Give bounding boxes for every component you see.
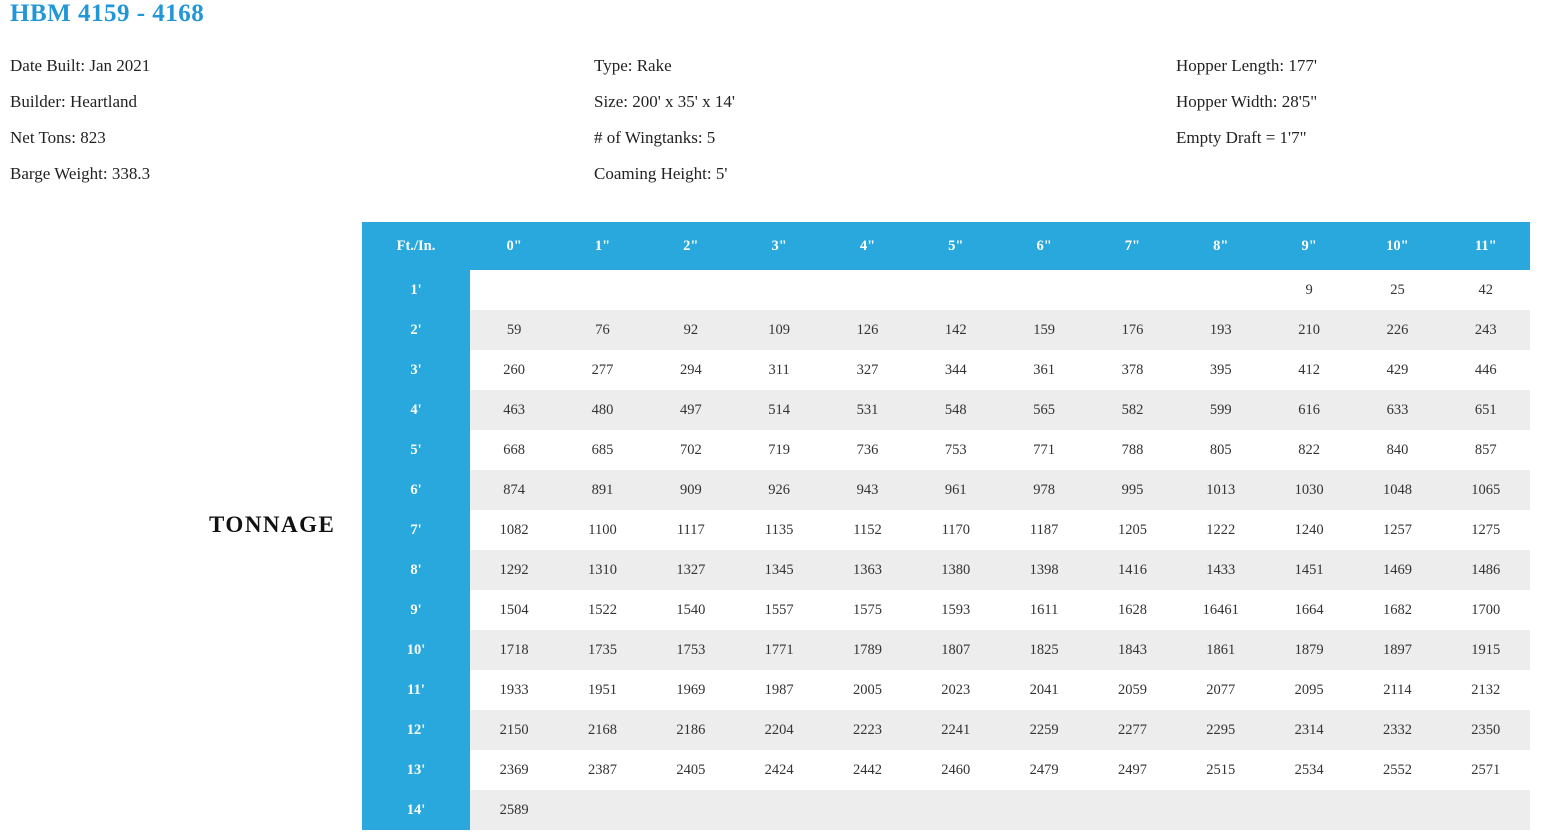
tonnage-cell — [912, 790, 1000, 830]
table-row — [362, 550, 1530, 590]
row-header-feet: 3' — [362, 350, 470, 390]
tonnage-cell: 1951 — [558, 670, 646, 710]
tonnage-cell: 260 — [470, 350, 558, 390]
column-header-inch-4: 4" — [823, 222, 911, 270]
tonnage-cell: 2314 — [1265, 710, 1353, 750]
tonnage-cell — [823, 270, 911, 310]
column-header-inch-7: 7" — [1088, 222, 1176, 270]
tonnage-cell: 719 — [735, 430, 823, 470]
tonnage-cell: 2405 — [647, 750, 735, 790]
tonnage-table-wrapper — [362, 222, 1530, 830]
tonnage-cell: 1664 — [1265, 590, 1353, 630]
row-header-feet: 12' — [362, 710, 470, 750]
tonnage-cell: 909 — [647, 470, 735, 510]
tonnage-cell: 76 — [558, 310, 646, 350]
column-header-inch-5: 5" — [912, 222, 1000, 270]
tonnage-cell: 891 — [558, 470, 646, 510]
column-header-inch-6: 6" — [1000, 222, 1088, 270]
tonnage-cell: 193 — [1177, 310, 1265, 350]
column-header-inch-10: 10" — [1353, 222, 1441, 270]
tonnage-cell: 736 — [823, 430, 911, 470]
tonnage-cell: 1433 — [1177, 550, 1265, 590]
tonnage-cell: 1611 — [1000, 590, 1088, 630]
tonnage-cell: 582 — [1088, 390, 1176, 430]
tonnage-cell — [1088, 790, 1176, 830]
tonnage-cell: 2589 — [470, 790, 558, 830]
tonnage-cell: 1205 — [1088, 510, 1176, 550]
tonnage-cell: 995 — [1088, 470, 1176, 510]
tonnage-cell: 1825 — [1000, 630, 1088, 670]
tonnage-cell: 753 — [912, 430, 1000, 470]
tonnage-cell: 1753 — [647, 630, 735, 670]
row-header-feet: 7' — [362, 510, 470, 550]
tonnage-cell: 943 — [823, 470, 911, 510]
tonnage-cell: 1030 — [1265, 470, 1353, 510]
tonnage-cell: 1789 — [823, 630, 911, 670]
tonnage-cell: 1897 — [1353, 630, 1441, 670]
spec-size: Size: 200' x 35' x 14' — [594, 92, 735, 111]
tonnage-cell: 2534 — [1265, 750, 1353, 790]
tonnage-cell: 1082 — [470, 510, 558, 550]
tonnage-cell: 1117 — [647, 510, 735, 550]
tonnage-cell: 277 — [558, 350, 646, 390]
spec-empty-draft: Empty Draft = 1'7" — [1176, 128, 1307, 147]
tonnage-cell: 1540 — [647, 590, 735, 630]
tonnage-cell: 1879 — [1265, 630, 1353, 670]
tonnage-cell: 961 — [912, 470, 1000, 510]
tonnage-cell: 395 — [1177, 350, 1265, 390]
tonnage-cell: 2277 — [1088, 710, 1176, 750]
tonnage-cell: 1593 — [912, 590, 1000, 630]
tonnage-cell: 1257 — [1353, 510, 1441, 550]
tonnage-cell: 1771 — [735, 630, 823, 670]
tonnage-cell — [1177, 790, 1265, 830]
tonnage-cell: 9 — [1265, 270, 1353, 310]
tonnage-cell: 1718 — [470, 630, 558, 670]
tonnage-cell — [558, 270, 646, 310]
tonnage-cell: 1557 — [735, 590, 823, 630]
spec-type: Type: Rake — [594, 56, 672, 75]
tonnage-cell: 2369 — [470, 750, 558, 790]
spec-column-3 — [1176, 48, 1317, 156]
tonnage-cell: 2479 — [1000, 750, 1088, 790]
tonnage-cell: 1292 — [470, 550, 558, 590]
tonnage-cell: 1682 — [1353, 590, 1441, 630]
tonnage-cell: 771 — [1000, 430, 1088, 470]
tonnage-cell: 822 — [1265, 430, 1353, 470]
tonnage-cell: 926 — [735, 470, 823, 510]
spec-section — [0, 48, 1552, 188]
tonnage-cell: 1987 — [735, 670, 823, 710]
column-header-inch-9: 9" — [1265, 222, 1353, 270]
tonnage-cell: 16461 — [1177, 590, 1265, 630]
tonnage-cell: 2424 — [735, 750, 823, 790]
column-header-inch-1: 1" — [558, 222, 646, 270]
tonnage-table — [362, 222, 1530, 830]
tonnage-cell: 1969 — [647, 670, 735, 710]
tonnage-cell: 1187 — [1000, 510, 1088, 550]
row-header-feet: 6' — [362, 470, 470, 510]
tonnage-cell: 126 — [823, 310, 911, 350]
tonnage-cell: 1065 — [1442, 470, 1530, 510]
row-header-feet: 4' — [362, 390, 470, 430]
tonnage-cell — [1177, 270, 1265, 310]
tonnage-cell: 685 — [558, 430, 646, 470]
tonnage-cell: 311 — [735, 350, 823, 390]
table-row — [362, 630, 1530, 670]
tonnage-cell — [1442, 790, 1530, 830]
tonnage-cell: 651 — [1442, 390, 1530, 430]
tonnage-cell: 1700 — [1442, 590, 1530, 630]
tonnage-cell: 463 — [470, 390, 558, 430]
row-header-feet: 13' — [362, 750, 470, 790]
tonnage-cell: 159 — [1000, 310, 1088, 350]
tonnage-cell: 1735 — [558, 630, 646, 670]
tonnage-cell: 2295 — [1177, 710, 1265, 750]
tonnage-cell: 327 — [823, 350, 911, 390]
tonnage-cell: 1933 — [470, 670, 558, 710]
table-row — [362, 750, 1530, 790]
tonnage-cell: 2095 — [1265, 670, 1353, 710]
row-header-feet: 8' — [362, 550, 470, 590]
row-header-feet: 14' — [362, 790, 470, 830]
tonnage-cell: 788 — [1088, 430, 1176, 470]
tonnage-cell: 978 — [1000, 470, 1088, 510]
tonnage-cell: 616 — [1265, 390, 1353, 430]
tonnage-cell: 1240 — [1265, 510, 1353, 550]
spec-column-1 — [10, 48, 150, 192]
tonnage-cell: 1345 — [735, 550, 823, 590]
table-row — [362, 430, 1530, 470]
row-header-feet: 10' — [362, 630, 470, 670]
tonnage-cell: 565 — [1000, 390, 1088, 430]
tonnage-cell: 42 — [1442, 270, 1530, 310]
tonnage-cell: 1416 — [1088, 550, 1176, 590]
tonnage-cell: 2552 — [1353, 750, 1441, 790]
tonnage-table-head — [362, 222, 1530, 270]
tonnage-cell: 668 — [470, 430, 558, 470]
table-row — [362, 510, 1530, 550]
tonnage-cell: 2077 — [1177, 670, 1265, 710]
row-header-feet: 2' — [362, 310, 470, 350]
spec-hopper-length: Hopper Length: 177' — [1176, 56, 1317, 75]
tonnage-cell — [735, 790, 823, 830]
tonnage-cell: 1135 — [735, 510, 823, 550]
tonnage-cell: 480 — [558, 390, 646, 430]
tonnage-cell: 1575 — [823, 590, 911, 630]
tonnage-cell — [912, 270, 1000, 310]
tonnage-cell: 2241 — [912, 710, 1000, 750]
table-row — [362, 390, 1530, 430]
column-header-inch-2: 2" — [647, 222, 735, 270]
tonnage-cell: 702 — [647, 430, 735, 470]
row-header-feet: 11' — [362, 670, 470, 710]
tonnage-cell: 2059 — [1088, 670, 1176, 710]
tonnage-cell: 1222 — [1177, 510, 1265, 550]
tonnage-cell: 2571 — [1442, 750, 1530, 790]
table-row — [362, 710, 1530, 750]
tonnage-cell: 2497 — [1088, 750, 1176, 790]
tonnage-cell: 2223 — [823, 710, 911, 750]
tonnage-cell: 857 — [1442, 430, 1530, 470]
page-title: HBM 4159 - 4168 — [10, 0, 205, 27]
tonnage-cell — [735, 270, 823, 310]
tonnage-cell: 429 — [1353, 350, 1441, 390]
tonnage-cell: 1170 — [912, 510, 1000, 550]
tonnage-cell: 514 — [735, 390, 823, 430]
tonnage-cell: 840 — [1353, 430, 1441, 470]
spec-hopper-width: Hopper Width: 28'5" — [1176, 92, 1318, 111]
tonnage-cell — [1088, 270, 1176, 310]
tonnage-cell: 92 — [647, 310, 735, 350]
tonnage-cell: 1363 — [823, 550, 911, 590]
tonnage-cell: 2387 — [558, 750, 646, 790]
tonnage-cell — [470, 270, 558, 310]
tonnage-section-label: TONNAGE — [209, 512, 336, 537]
column-header-inch-11: 11" — [1442, 222, 1530, 270]
tonnage-cell: 1807 — [912, 630, 1000, 670]
tonnage-cell: 1486 — [1442, 550, 1530, 590]
spec-column-2 — [594, 48, 735, 192]
tonnage-cell — [823, 790, 911, 830]
tonnage-cell: 1451 — [1265, 550, 1353, 590]
tonnage-cell — [1000, 790, 1088, 830]
table-row — [362, 670, 1530, 710]
tonnage-cell: 2041 — [1000, 670, 1088, 710]
table-row — [362, 310, 1530, 350]
tonnage-cell: 1628 — [1088, 590, 1176, 630]
tonnage-table-body — [362, 270, 1530, 830]
tonnage-cell: 294 — [647, 350, 735, 390]
tonnage-cell: 210 — [1265, 310, 1353, 350]
tonnage-cell: 226 — [1353, 310, 1441, 350]
tonnage-cell: 2204 — [735, 710, 823, 750]
spec-coaming-height: Coaming Height: 5' — [594, 164, 728, 183]
tonnage-cell: 2350 — [1442, 710, 1530, 750]
row-header-feet: 1' — [362, 270, 470, 310]
tonnage-cell: 2332 — [1353, 710, 1441, 750]
spec-net-tons: Net Tons: 823 — [10, 128, 106, 147]
tonnage-cell: 2150 — [470, 710, 558, 750]
row-header-feet: 5' — [362, 430, 470, 470]
tonnage-cell: 2005 — [823, 670, 911, 710]
spec-builder: Builder: Heartland — [10, 92, 137, 111]
tonnage-cell: 1398 — [1000, 550, 1088, 590]
tonnage-cell: 1275 — [1442, 510, 1530, 550]
tonnage-cell: 1048 — [1353, 470, 1441, 510]
tonnage-cell: 1013 — [1177, 470, 1265, 510]
tonnage-cell: 412 — [1265, 350, 1353, 390]
tonnage-cell: 1310 — [558, 550, 646, 590]
tonnage-cell: 2186 — [647, 710, 735, 750]
tonnage-cell: 361 — [1000, 350, 1088, 390]
table-row — [362, 350, 1530, 390]
table-row — [362, 590, 1530, 630]
tonnage-cell: 1152 — [823, 510, 911, 550]
tonnage-cell: 599 — [1177, 390, 1265, 430]
tonnage-cell: 2460 — [912, 750, 1000, 790]
tonnage-cell: 243 — [1442, 310, 1530, 350]
column-header-inch-8: 8" — [1177, 222, 1265, 270]
tonnage-cell: 1504 — [470, 590, 558, 630]
tonnage-cell: 2132 — [1442, 670, 1530, 710]
table-header-row — [362, 222, 1530, 270]
column-header-inch-0: 0" — [470, 222, 558, 270]
tonnage-cell: 1327 — [647, 550, 735, 590]
tonnage-cell — [558, 790, 646, 830]
table-row — [362, 790, 1530, 830]
tonnage-cell: 1861 — [1177, 630, 1265, 670]
tonnage-cell: 2442 — [823, 750, 911, 790]
tonnage-cell — [1353, 790, 1441, 830]
tonnage-cell: 531 — [823, 390, 911, 430]
table-row — [362, 270, 1530, 310]
tonnage-cell — [647, 270, 735, 310]
spec-wingtanks: # of Wingtanks: 5 — [594, 128, 716, 147]
tonnage-cell: 1522 — [558, 590, 646, 630]
tonnage-cell: 2259 — [1000, 710, 1088, 750]
row-header-feet: 9' — [362, 590, 470, 630]
tonnage-cell: 25 — [1353, 270, 1441, 310]
tonnage-cell: 548 — [912, 390, 1000, 430]
spec-barge-weight: Barge Weight: 338.3 — [10, 164, 151, 183]
tonnage-cell: 1469 — [1353, 550, 1441, 590]
tonnage-cell: 1100 — [558, 510, 646, 550]
tonnage-cell: 497 — [647, 390, 735, 430]
tonnage-cell: 344 — [912, 350, 1000, 390]
tonnage-cell: 1843 — [1088, 630, 1176, 670]
tonnage-cell: 446 — [1442, 350, 1530, 390]
tonnage-cell: 1915 — [1442, 630, 1530, 670]
table-row — [362, 470, 1530, 510]
tonnage-cell: 2114 — [1353, 670, 1441, 710]
tonnage-cell: 176 — [1088, 310, 1176, 350]
column-header-ft-in: Ft./In. — [362, 222, 470, 270]
tonnage-cell — [1000, 270, 1088, 310]
tonnage-cell — [647, 790, 735, 830]
tonnage-cell: 59 — [470, 310, 558, 350]
column-header-inch-3: 3" — [735, 222, 823, 270]
tonnage-cell: 874 — [470, 470, 558, 510]
spec-date-built: Date Built: Jan 2021 — [10, 56, 151, 75]
tonnage-cell: 2023 — [912, 670, 1000, 710]
tonnage-cell: 633 — [1353, 390, 1441, 430]
tonnage-cell: 142 — [912, 310, 1000, 350]
tonnage-cell: 2515 — [1177, 750, 1265, 790]
tonnage-cell: 805 — [1177, 430, 1265, 470]
tonnage-cell — [1265, 790, 1353, 830]
tonnage-cell: 109 — [735, 310, 823, 350]
tonnage-cell: 2168 — [558, 710, 646, 750]
tonnage-cell: 378 — [1088, 350, 1176, 390]
tonnage-cell: 1380 — [912, 550, 1000, 590]
